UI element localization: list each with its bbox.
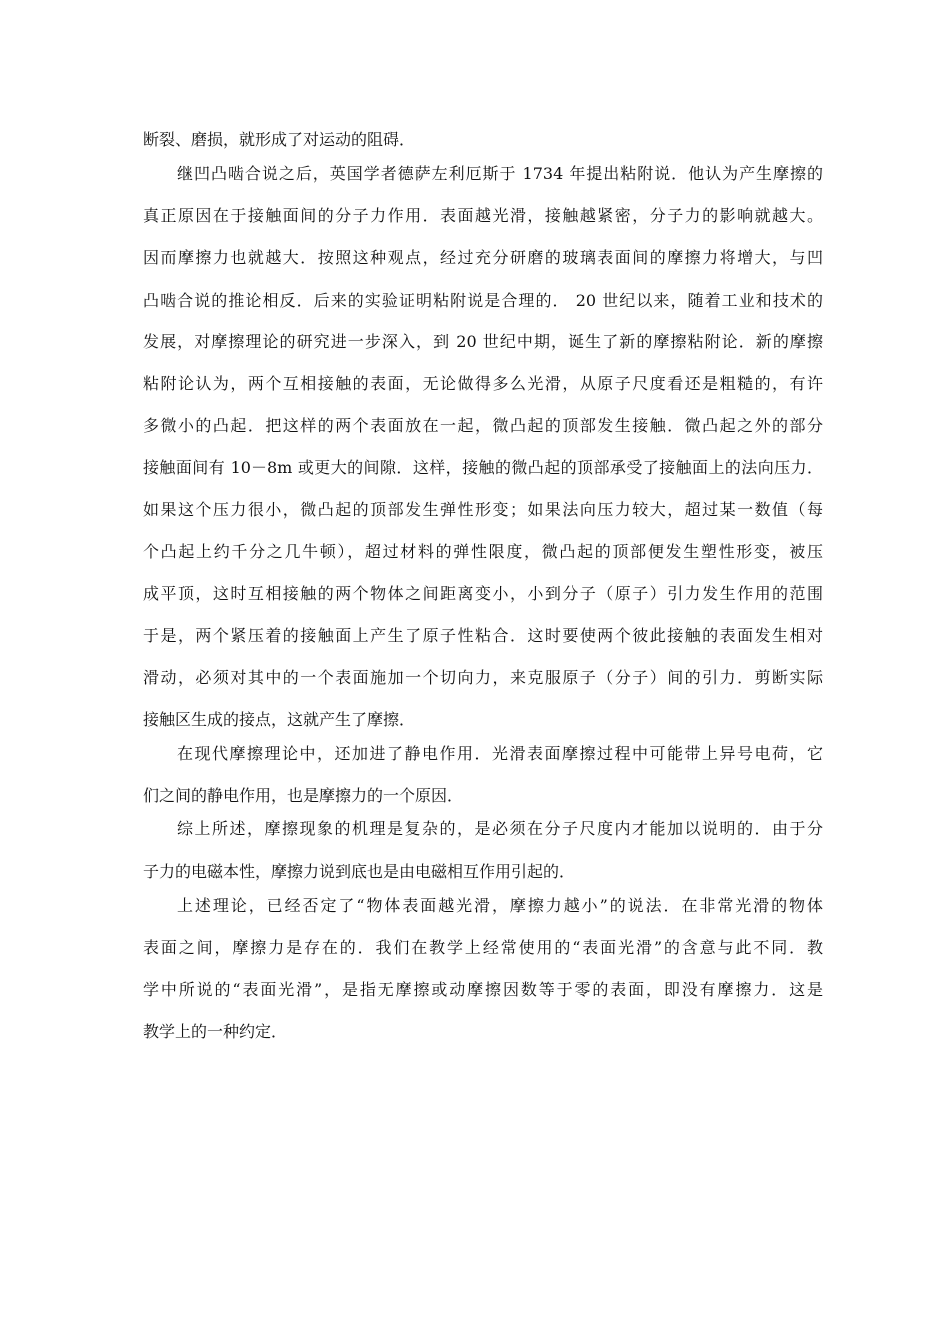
text-line: 因而摩擦力也就越大．按照这种观点，经过充分研磨的玻璃表面间的摩擦力将增大，与凹	[143, 248, 823, 267]
text-line: 在现代摩擦理论中，还加进了静电作用．光滑表面摩擦过程中可能带上异号电荷，它	[177, 744, 823, 763]
text-line: 多微小的凸起．把这样的两个表面放在一起，微凸起的顶部发生接触．微凸起之外的部分	[143, 416, 823, 435]
text-line: 教学上的一种约定．	[143, 1022, 288, 1041]
text-line: 断裂、磨损，就形成了对运动的阻碍．	[143, 130, 416, 149]
text-line: 于是，两个紧压着的接触面上产生了原子性粘合．这时要使两个彼此接触的表面发生相对	[143, 626, 823, 645]
text-line: 接触面间有 10－8m 或更大的间隙．这样，接触的微凸起的顶部承受了接触面上的法向压力．	[143, 458, 823, 477]
text-line: 真正原因在于接触面间的分子力作用．表面越光滑，接触越紧密，分子力的影响就越大。	[143, 206, 823, 225]
text-line: 滑动，必须对其中的一个表面施加一个切向力，来克服原子（分子）间的引力．剪断实际	[143, 668, 823, 687]
text-line: 继凹凸啮合说之后，英国学者德萨左利厄斯于 1734 年提出粘附说．他认为产生摩擦的	[177, 164, 823, 183]
text-line: 如果这个压力很小，微凸起的顶部发生弹性形变；如果法向压力较大，超过某一数值（每	[143, 500, 823, 519]
text-line: 个凸起上约千分之几牛顿），超过材料的弹性限度，微凸起的顶部便发生塑性形变，被压	[143, 542, 823, 561]
text-line: 凸啮合说的推论相反．后来的实验证明粘附说是合理的． 20 世纪以来，随着工业和技术的	[143, 291, 823, 310]
text-line: 成平顶，这时互相接触的两个物体之间距离变小，小到分子（原子）引力发生作用的范围	[143, 584, 823, 603]
text-line: 发展，对摩擦理论的研究进一步深入，到 20 世纪中期，诞生了新的摩擦粘附论．新的摩擦	[143, 332, 823, 351]
text-line: 学中所说的“表面光滑”，是指无摩擦或动摩擦因数等于零的表面，即没有摩擦力．这是	[143, 980, 823, 999]
text-line: 粘附论认为，两个互相接触的表面，无论做得多么光滑，从原子尺度看还是粗糙的，有许	[143, 374, 823, 393]
text-line: 上述理论，已经否定了“物体表面越光滑，摩擦力越小”的说法．在非常光滑的物体	[177, 896, 823, 915]
text-line: 接触区生成的接点，这就产生了摩擦．	[143, 710, 416, 729]
text-line: 综上所述，摩擦现象的机理是复杂的，是必须在分子尺度内才能加以说明的．由于分	[177, 819, 823, 838]
text-line: 们之间的静电作用，也是摩擦力的一个原因．	[143, 786, 464, 805]
text-line: 表面之间，摩擦力是存在的．我们在教学上经常使用的“表面光滑”的含意与此不同．教	[143, 938, 823, 957]
text-line: 子力的电磁本性，摩擦力说到底也是由电磁相互作用引起的．	[143, 862, 576, 881]
